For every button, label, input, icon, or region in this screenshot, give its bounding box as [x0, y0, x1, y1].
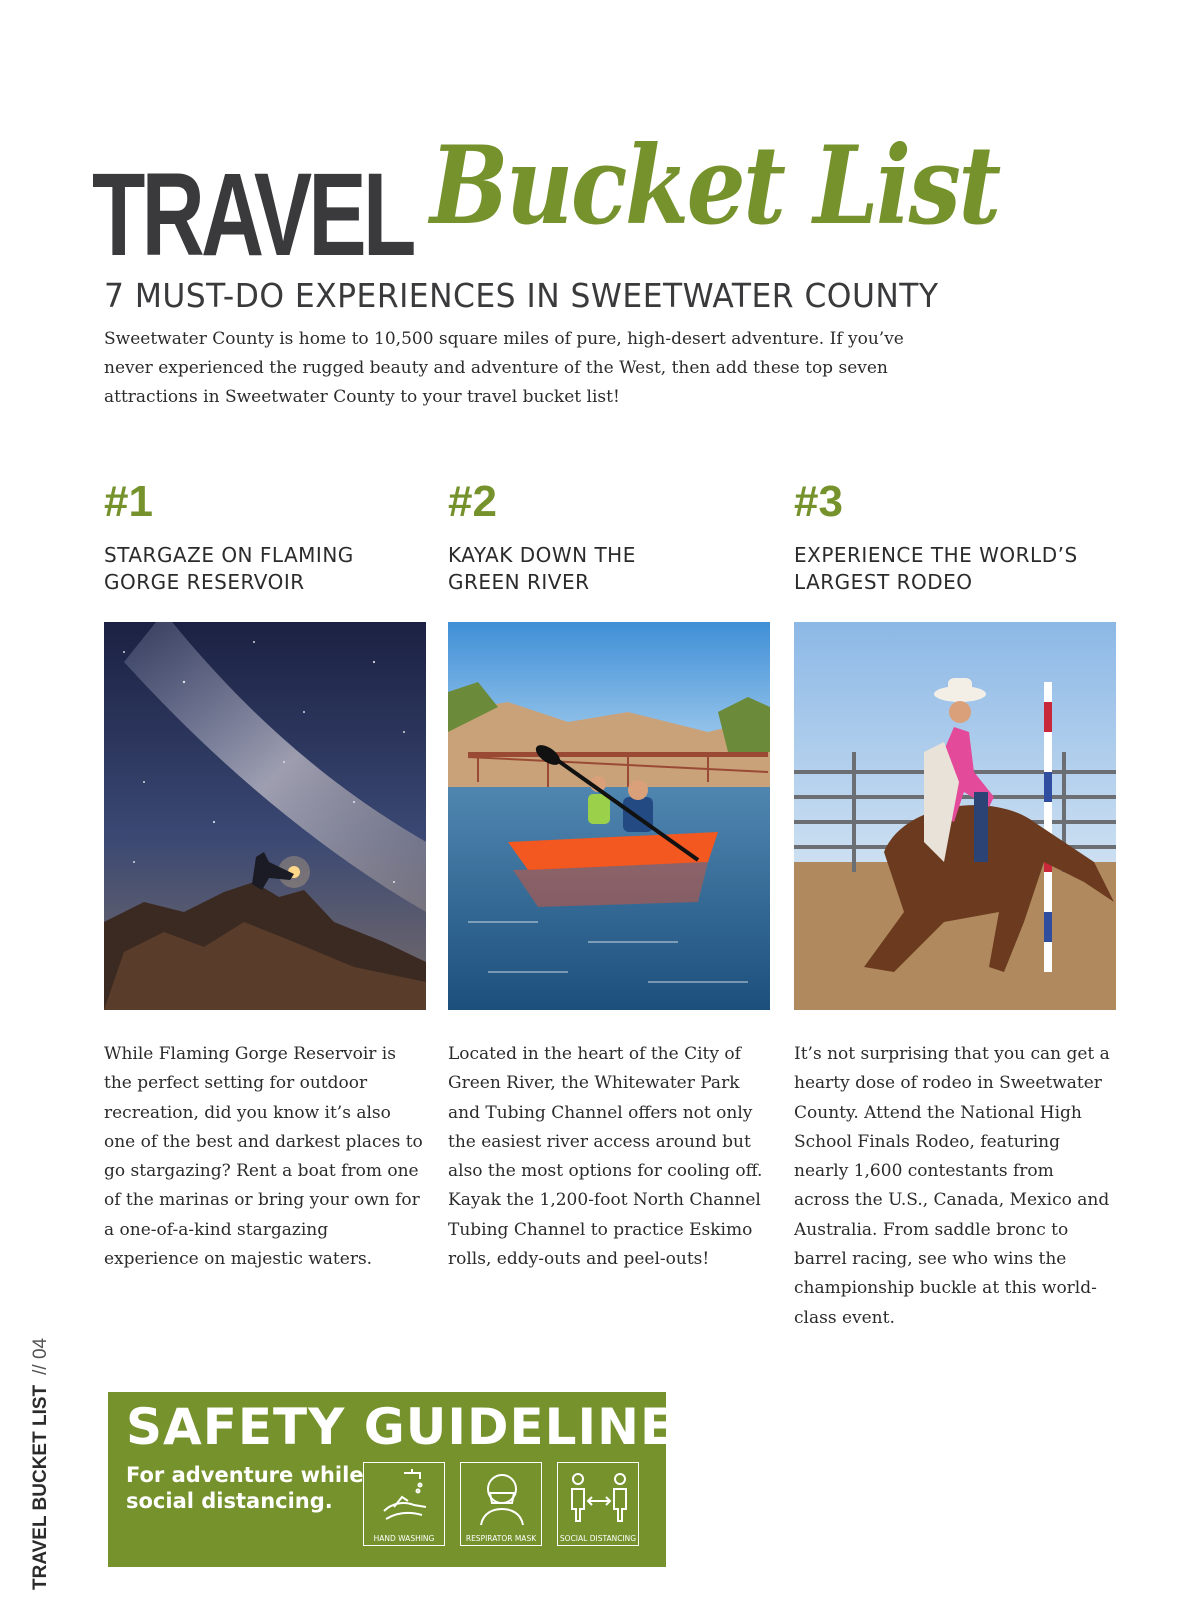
attraction-number: #3 [794, 477, 843, 526]
title-bucket-list-script: Bucket List [430, 123, 999, 249]
icon-label: SOCIAL DISTANCING [559, 1534, 637, 1543]
page-title [92, 123, 1092, 290]
intro-paragraph: Sweetwater County is home to 10,500 square miles of pure, high-desert adventure. If you’ve never experienced the rugged beauty and adventure of the West, then add these top seven attractions in Sweetwater County to your travel bucket list! [104, 329, 904, 407]
attraction-description: Located in the heart of the City of Green River, the Whitewater Park and Tubing Channel offers not only the easiest river access around but also the most options for cooling off. Kayak the 1,200-foot North Channel Tubing Channel to practice Eskimo rolls, eddy-outs and peel-outs! [448, 1044, 763, 1270]
page-number: // 04 [30, 1337, 51, 1375]
milky-way-over-rocks-photo [104, 622, 426, 1010]
icon-label: RESPIRATOR MASK [465, 1534, 537, 1543]
attraction-description: While Flaming Gorge Reservoir is the perfect setting for outdoor recreation, did you know it’s also one of the best and darkest places to go stargazing? Rent a boat from one of the marinas or bring your own for a one-of-a-kind stargazing experience on majestic waters. [104, 1044, 423, 1270]
attraction-2 [448, 477, 768, 1274]
sidebar-page-label [30, 1338, 52, 1590]
social-distancing-icon [557, 1462, 639, 1546]
kayakers-on-river-photo [448, 622, 770, 1010]
icon-label: HAND WASHING [373, 1534, 435, 1543]
attraction-heading: EXPERIENCE THE WORLD’S LARGEST RODEO [794, 543, 1078, 594]
barrel-racing-rodeo-photo [794, 622, 1116, 1010]
attraction-heading: KAYAK DOWN THE GREEN RIVER [448, 543, 636, 594]
safety-title: SAFETY GUIDELINES [126, 1398, 713, 1456]
attraction-number: #1 [104, 477, 153, 526]
sidebar-title: TRAVEL BUCKET LIST [30, 1384, 51, 1590]
attraction-description: It’s not surprising that you can get a hearty dose of rodeo in Sweetwater County. Attend the National High School Finals Rodeo, featuring nearly 1,600 contestants from across the U.S., Canada, Mexico and Australia. From saddle bronc to barrel racing, see who wins the championship buckle at this world-class event. [794, 1044, 1110, 1328]
respirator-mask-icon [460, 1462, 542, 1546]
hand-washing-icon [363, 1462, 445, 1546]
safety-subtitle: For adventure while social distancing. [126, 1463, 364, 1513]
attraction-number: #2 [448, 477, 497, 526]
title-travel-word: TRAVEL [92, 149, 413, 281]
safety-guidelines-box [108, 1392, 713, 1567]
attraction-heading: STARGAZE ON FLAMING GORGE RESERVOIR [104, 543, 354, 594]
attraction-3 [794, 477, 1114, 1333]
page-subtitle: 7 MUST-DO EXPERIENCES IN SWEETWATER COUNTY [104, 276, 939, 315]
attraction-1 [104, 477, 424, 1274]
